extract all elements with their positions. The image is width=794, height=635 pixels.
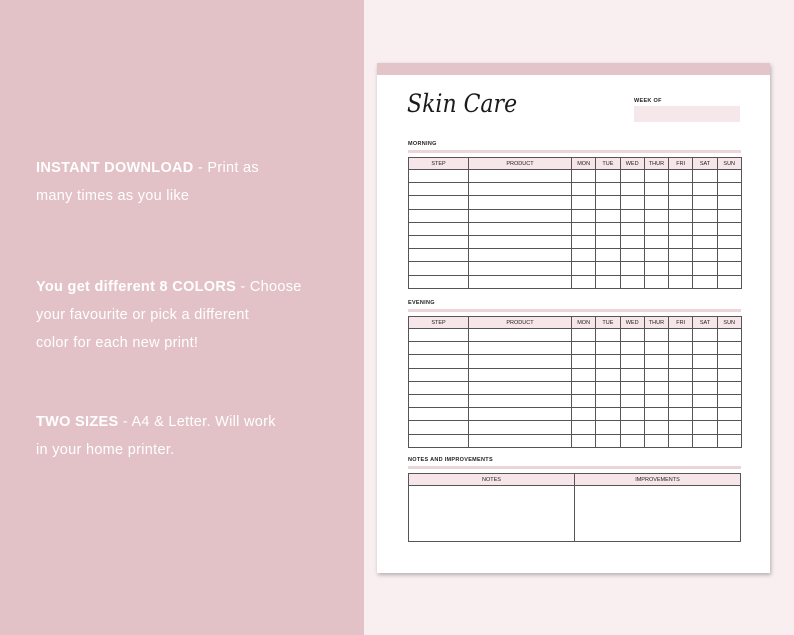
column-header: SAT [693,158,717,170]
table-cell [669,434,693,447]
table-cell [669,209,693,222]
table-cell [693,355,717,368]
table-cell [644,408,668,421]
table-cell [572,222,596,235]
notes-cell [409,486,575,542]
feature-3-text: - A4 & Letter. Will work [118,414,276,430]
table-cell [669,394,693,407]
table-cell [596,262,620,275]
table-row [409,408,742,421]
table-cell [620,408,644,421]
table-cell [693,381,717,394]
notes-section-label: NOTES AND IMPROVEMENTS [408,457,493,463]
table-cell [409,381,469,394]
table-cell [693,394,717,407]
sheet-top-bar [377,63,770,75]
table-cell [469,381,572,394]
table-cell [469,249,572,262]
table-cell [644,368,668,381]
table-cell [620,222,644,235]
table-cell [620,394,644,407]
table-cell [409,329,469,342]
table-cell [693,329,717,342]
table-cell [469,262,572,275]
table-row [409,235,742,248]
table-cell [409,262,469,275]
column-header: SUN [717,317,741,329]
feature-instant-download [36,154,336,210]
table-cell [596,275,620,288]
week-of-label: WEEK OF [634,98,662,104]
table-row [409,262,742,275]
table-row [409,196,742,209]
notes-rule [408,466,741,469]
table-cell [717,170,741,183]
table-cell [572,421,596,434]
table-cell [596,235,620,248]
table-cell [693,249,717,262]
feature-2-heading: You get different 8 COLORS [36,279,237,295]
table-cell [572,275,596,288]
table-cell [693,262,717,275]
table-row [409,355,742,368]
table-cell [644,421,668,434]
table-cell [693,368,717,381]
table-cell [572,408,596,421]
table-cell [717,275,741,288]
table-cell [717,262,741,275]
table-cell [620,421,644,434]
table-cell [620,196,644,209]
table-cell [693,170,717,183]
table-cell [572,342,596,355]
feature-colors [36,273,336,357]
table-cell [409,342,469,355]
table-row [409,329,742,342]
table-cell [469,368,572,381]
table-cell [669,408,693,421]
table-cell [409,275,469,288]
table-cell [596,355,620,368]
table-row [409,394,742,407]
table-cell [644,355,668,368]
table-cell [620,368,644,381]
table-row [409,381,742,394]
table-cell [717,342,741,355]
table-cell [644,235,668,248]
table-row [409,421,742,434]
table-cell [644,262,668,275]
table-cell [572,209,596,222]
table-cell [620,434,644,447]
morning-header-row [409,158,742,170]
table-cell [669,329,693,342]
table-row [409,249,742,262]
column-header: STEP [409,317,469,329]
table-row [409,368,742,381]
table-cell [644,222,668,235]
table-cell [469,355,572,368]
table-cell [717,235,741,248]
table-cell [693,421,717,434]
table-cell [669,196,693,209]
table-cell [644,342,668,355]
table-cell [693,183,717,196]
column-header: FRI [669,158,693,170]
table-cell [644,183,668,196]
table-cell [717,421,741,434]
table-cell [693,434,717,447]
table-cell [572,329,596,342]
table-cell [596,170,620,183]
table-cell [596,342,620,355]
column-header: SUN [717,158,741,170]
table-cell [669,421,693,434]
column-header: TUE [596,158,620,170]
table-cell [693,222,717,235]
table-cell [409,170,469,183]
feature-1-text: - Print as [193,160,259,176]
table-cell [717,196,741,209]
table-cell [596,394,620,407]
table-cell [596,196,620,209]
evening-table [408,316,742,448]
evening-header-row [409,317,742,329]
table-cell [669,275,693,288]
feature-2-text-line3: color for each new print! [36,335,199,351]
table-cell [693,209,717,222]
table-cell [717,408,741,421]
table-cell [596,329,620,342]
table-cell [717,434,741,447]
table-cell [409,183,469,196]
table-cell [669,342,693,355]
table-cell [469,408,572,421]
table-cell [469,170,572,183]
table-cell [669,355,693,368]
table-cell [572,235,596,248]
morning-rule [408,150,741,153]
table-row [409,183,742,196]
table-cell [717,355,741,368]
left-panel [0,0,364,635]
table-cell [717,209,741,222]
table-cell [572,196,596,209]
table-row [409,209,742,222]
table-cell [620,249,644,262]
table-cell [572,368,596,381]
table-cell [717,222,741,235]
table-cell [596,434,620,447]
sheet-title: Skin Care [407,89,518,118]
table-cell [469,329,572,342]
table-cell [409,408,469,421]
evening-label: EVENING [408,300,435,306]
table-cell [693,196,717,209]
table-cell [669,249,693,262]
table-cell [717,381,741,394]
column-header: WED [620,317,644,329]
feature-3-heading: TWO SIZES [36,414,119,430]
feature-1-heading: INSTANT DOWNLOAD [36,160,194,176]
column-header: THUR [644,317,668,329]
feature-2-text-line2: your favourite or pick a different [36,307,250,323]
table-cell [572,434,596,447]
table-cell [669,381,693,394]
table-cell [572,170,596,183]
table-row [409,275,742,288]
table-cell [644,275,668,288]
table-cell [409,249,469,262]
column-header: MON [572,317,596,329]
table-cell [620,183,644,196]
table-cell [693,275,717,288]
table-cell [596,408,620,421]
table-cell [620,275,644,288]
table-cell [596,183,620,196]
table-cell [669,235,693,248]
table-cell [469,209,572,222]
table-cell [409,235,469,248]
column-header: THUR [644,158,668,170]
table-cell [469,342,572,355]
table-cell [409,355,469,368]
table-cell [620,342,644,355]
table-cell [469,275,572,288]
table-cell [469,394,572,407]
table-cell [620,381,644,394]
column-header: STEP [409,158,469,170]
evening-rule [408,309,741,312]
table-cell [596,381,620,394]
feature-sizes [36,408,336,464]
table-cell [644,209,668,222]
table-cell [693,235,717,248]
table-cell [644,381,668,394]
feature-1-text-line2: many times as you like [36,188,190,204]
table-cell [572,355,596,368]
table-cell [469,235,572,248]
table-cell [469,421,572,434]
table-cell [409,196,469,209]
table-cell [669,262,693,275]
table-cell [596,249,620,262]
table-cell [469,196,572,209]
table-row [409,222,742,235]
table-cell [409,394,469,407]
table-cell [596,368,620,381]
table-cell [469,183,572,196]
table-row [409,170,742,183]
table-row [409,434,742,447]
table-cell [409,222,469,235]
table-cell [409,434,469,447]
table-cell [572,183,596,196]
column-header: MON [572,158,596,170]
morning-label: MORNING [408,141,437,147]
table-row [409,342,742,355]
notes-header: NOTES [409,474,575,486]
table-cell [717,329,741,342]
table-cell [596,209,620,222]
table-cell [620,235,644,248]
table-cell [717,183,741,196]
week-of-field [634,106,740,122]
table-cell [409,368,469,381]
table-cell [409,421,469,434]
table-cell [669,170,693,183]
table-cell [572,249,596,262]
table-cell [669,222,693,235]
column-header: FRI [669,317,693,329]
table-cell [644,394,668,407]
table-cell [572,394,596,407]
notes-table [408,473,741,542]
table-cell [469,434,572,447]
column-header: TUE [596,317,620,329]
table-cell [717,368,741,381]
morning-table [408,157,742,289]
table-cell [572,262,596,275]
table-cell [596,421,620,434]
table-cell [717,249,741,262]
column-header: WED [620,158,644,170]
feature-2-text: - Choose [236,279,302,295]
table-cell [620,262,644,275]
improvements-cell [575,486,741,542]
table-cell [644,434,668,447]
table-cell [469,222,572,235]
table-cell [644,329,668,342]
table-cell [620,170,644,183]
column-header: PRODUCT [469,158,572,170]
table-cell [620,355,644,368]
table-cell [669,183,693,196]
table-cell [644,170,668,183]
table-cell [572,381,596,394]
table-cell [644,249,668,262]
table-cell [409,209,469,222]
column-header: SAT [693,317,717,329]
planner-sheet [377,63,770,573]
table-cell [717,394,741,407]
table-cell [693,408,717,421]
feature-3-text-line2: in your home printer. [36,442,175,458]
table-cell [620,329,644,342]
table-cell [596,222,620,235]
improvements-header: IMPROVEMENTS [575,474,741,486]
table-cell [669,368,693,381]
table-cell [620,209,644,222]
table-cell [693,342,717,355]
table-cell [644,196,668,209]
column-header: PRODUCT [469,317,572,329]
